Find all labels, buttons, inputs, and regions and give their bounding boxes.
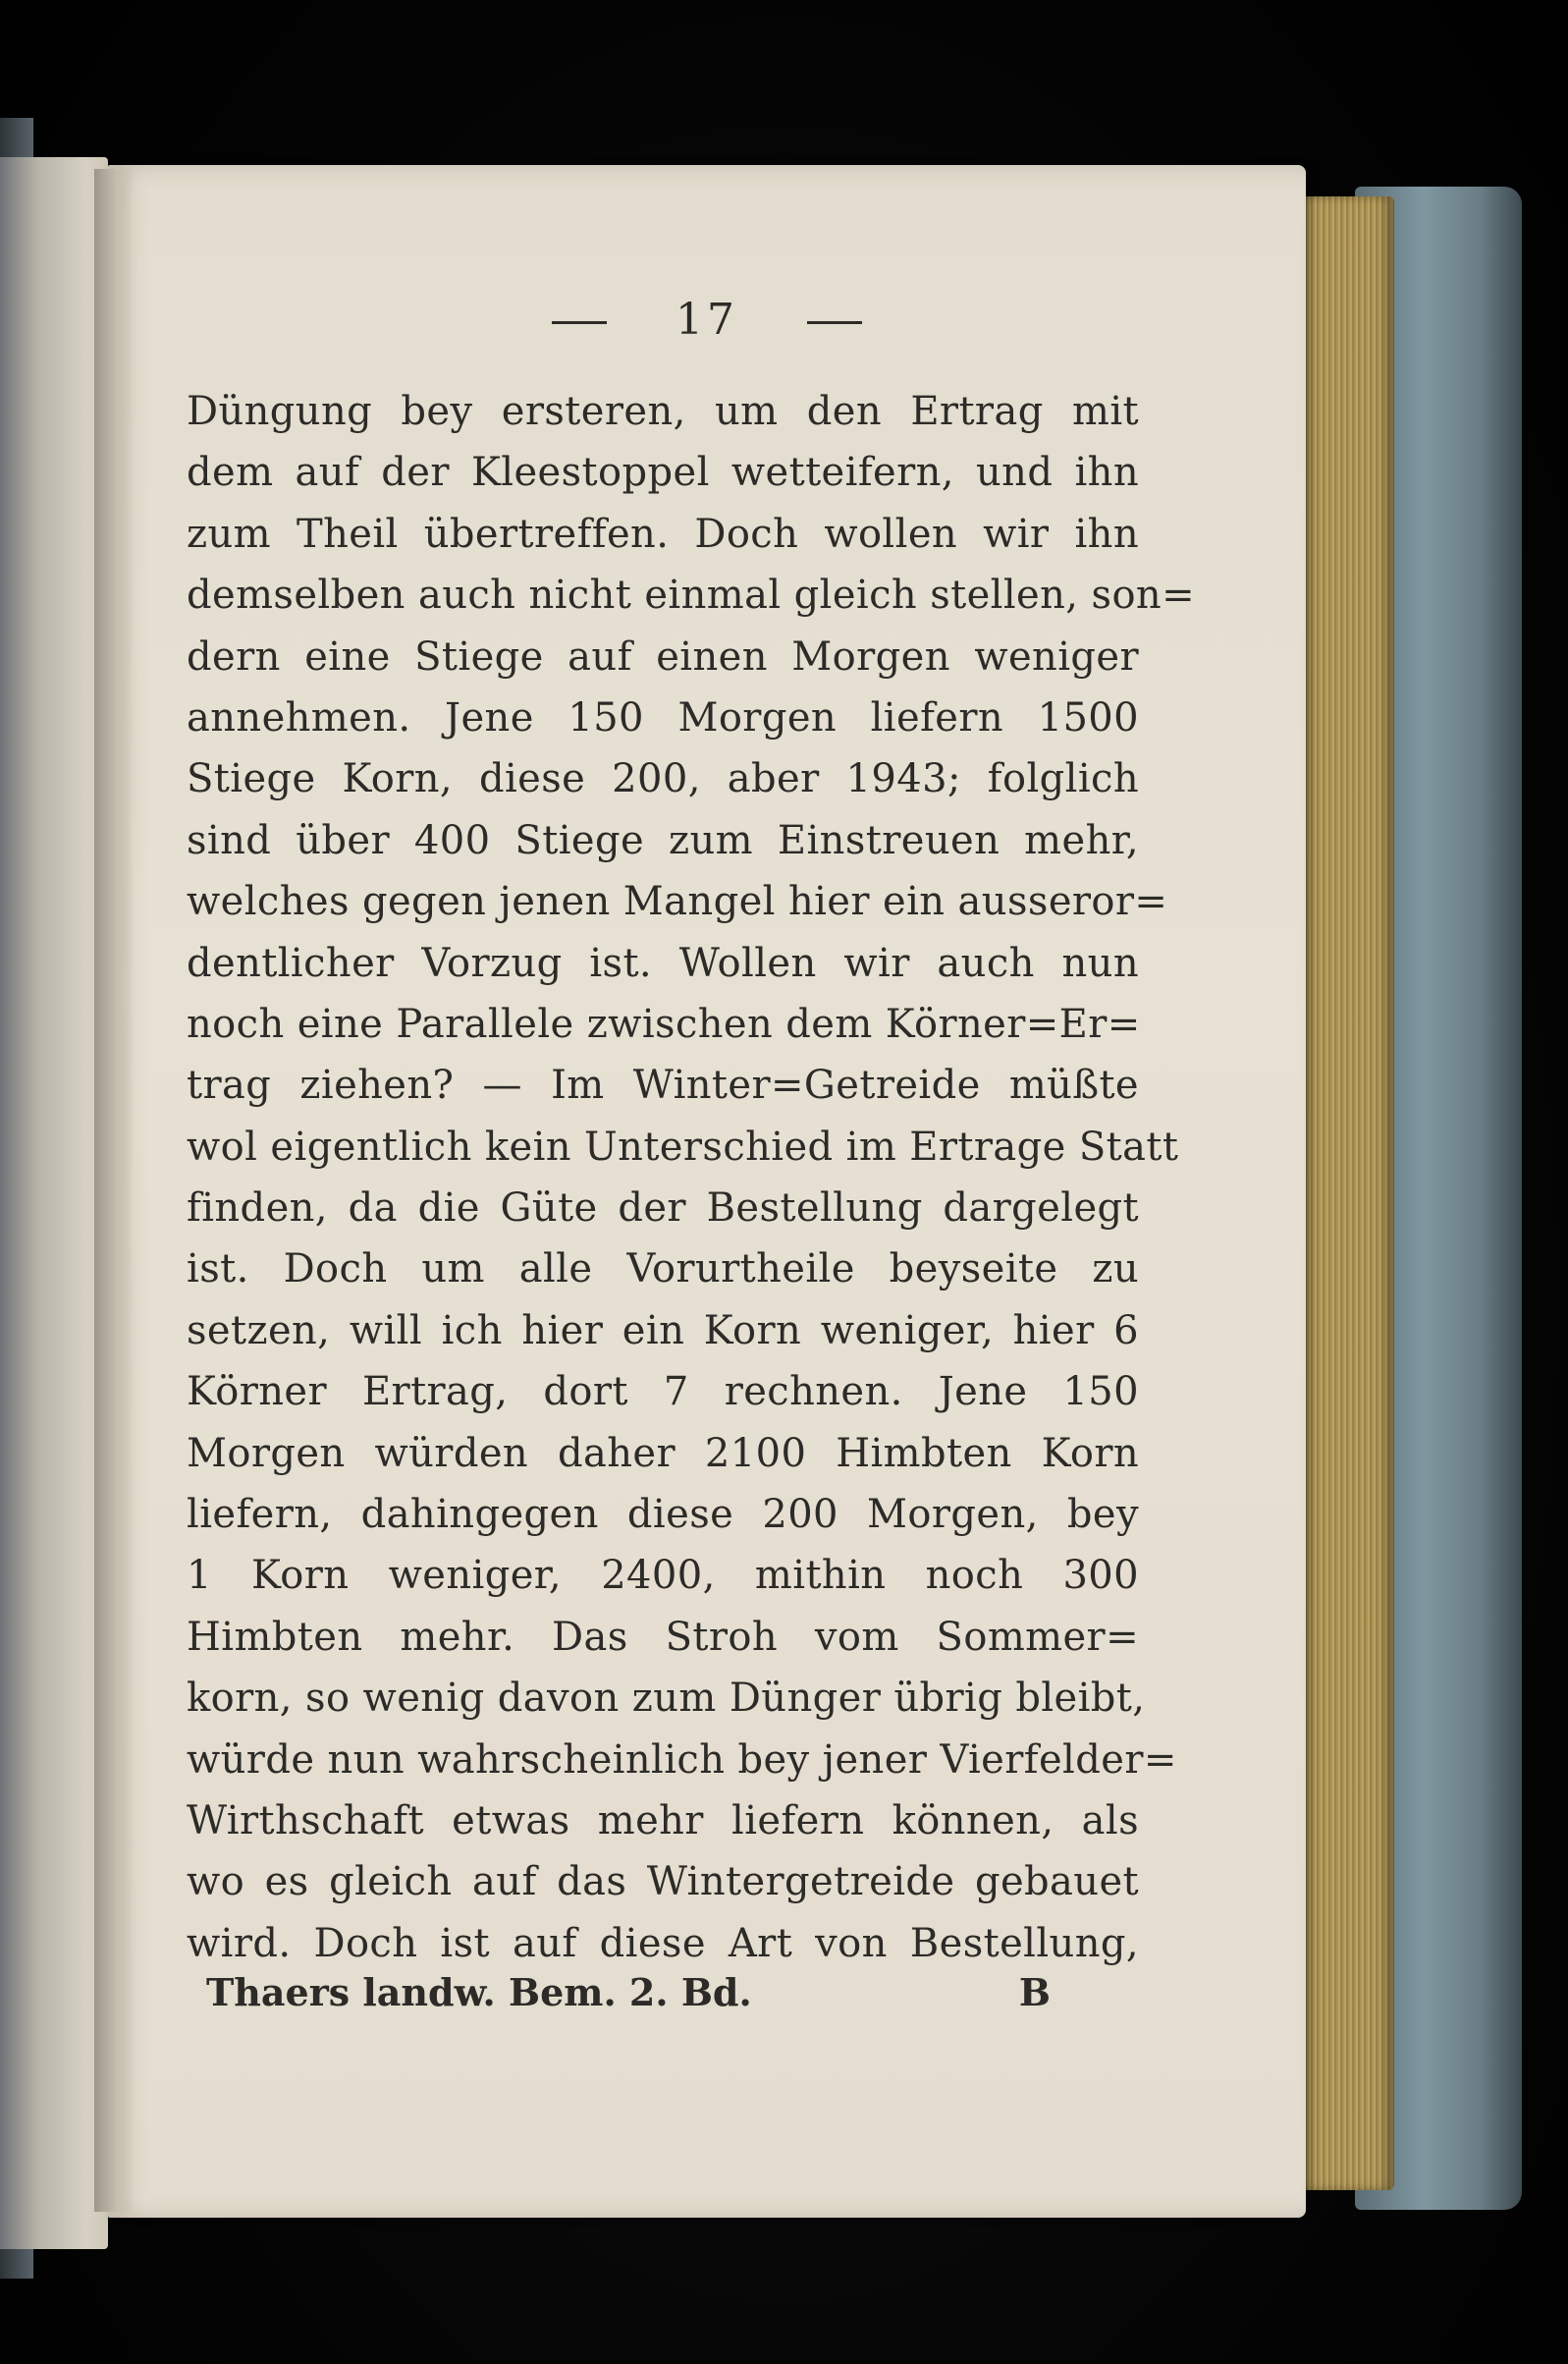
text-line: finden, da die Güte der Bestellung dargelegt (187, 1185, 1139, 1232)
text-line: korn, so wenig davon zum Dünger übrig bleibt, (187, 1676, 1146, 1722)
header-dash-left (552, 321, 607, 324)
left-facing-page-edge (0, 157, 108, 2249)
text-line: ist. Doch um alle Vorurtheile beyseite zu (187, 1246, 1139, 1292)
running-header (108, 295, 1306, 345)
body-text (187, 381, 1196, 1974)
page-footer (187, 1970, 1139, 2014)
text-line: setzen, will ich hier ein Korn weniger, hier 6 (187, 1307, 1139, 1353)
signature-line: Thaers landw. Bem. 2. Bd. (206, 1970, 752, 2014)
text-line: 1 Korn weniger, 2400, mithin noch 300 (187, 1553, 1139, 1599)
text-line: Stiege Korn, diese 200, aber 1943; folglich (187, 756, 1139, 802)
page-number: 17 (676, 295, 738, 345)
text-line: dentlicher Vorzug ist. Wollen wir auch nun (187, 940, 1139, 986)
text-line: wol eigentlich kein Unterschied im Ertrage Statt (187, 1124, 1179, 1170)
text-line: noch eine Parallele zwischen dem Körner=Er= (187, 1001, 1141, 1047)
text-line: würde nun wahrscheinlich bey jener Vierfelder= (187, 1736, 1177, 1783)
text-line: zum Theil übertreffen. Doch wollen wir ihn (187, 511, 1139, 557)
page-gutter-shadow (94, 169, 134, 2212)
text-line: welches gegen jenen Mangel hier ein ausseror= (187, 879, 1168, 925)
text-line: dern eine Stiege auf einen Morgen weniger (187, 633, 1139, 680)
text-line: Himbten mehr. Das Stroh vom Sommer= (187, 1614, 1139, 1660)
header-dash-right (807, 321, 862, 324)
text-line: dem auf der Kleestoppel wetteifern, und ihn (187, 450, 1139, 496)
text-line: demselben auch nicht einmal gleich stellen, son= (187, 573, 1196, 619)
text-line: liefern, dahingegen diese 200 Morgen, bey (187, 1492, 1139, 1538)
text-line: sind über 400 Stiege zum Einstreuen mehr, (187, 817, 1139, 863)
text-line: Düngung bey ersteren, um den Ertrag mit (187, 389, 1139, 434)
text-line: trag ziehen? — Im Winter=Getreide müßte (187, 1063, 1139, 1109)
text-line: Wirthschaft etwas mehr liefern können, als (187, 1797, 1139, 1843)
text-line: Morgen würden daher 2100 Himbten Korn (187, 1430, 1139, 1476)
text-line: wo es gleich auf das Wintergetreide gebauet (187, 1859, 1139, 1905)
book-page (108, 165, 1306, 2218)
sheet-mark: B (1018, 1970, 1051, 2014)
text-line: Körner Ertrag, dort 7 rechnen. Jene 150 (187, 1369, 1139, 1415)
page-edges-block (1296, 196, 1394, 2190)
text-line: wird. Doch ist auf diese Art von Bestellung, (187, 1920, 1139, 1966)
text-line: annehmen. Jene 150 Morgen liefern 1500 (187, 694, 1139, 741)
